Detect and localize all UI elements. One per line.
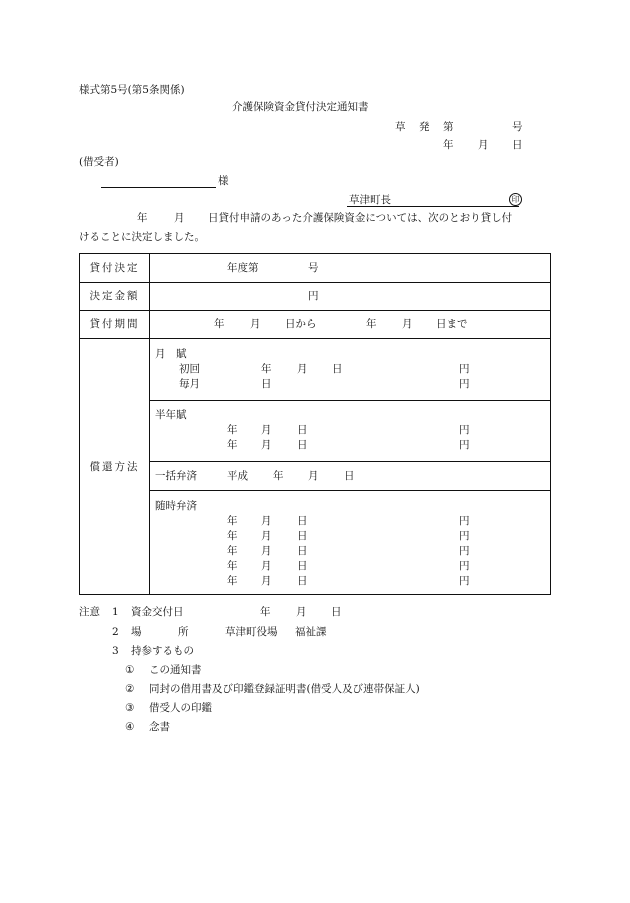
issue-kusa: 草: [395, 121, 406, 133]
anytime-yen: 円: [459, 515, 470, 527]
semiannual-day: 日: [297, 424, 308, 436]
note1-month: 月: [296, 606, 307, 618]
anytime-month: 月: [261, 530, 272, 542]
period-year-1: 年: [214, 318, 225, 330]
anytime-year: 年: [227, 515, 238, 527]
anytime-title: 随時弁済: [155, 500, 197, 512]
monthly-first-day: 日: [332, 363, 343, 375]
monthly-every-yen: 円: [459, 378, 470, 390]
monthly-title: 月 賦: [155, 348, 187, 360]
decision-go: 号: [308, 262, 319, 274]
seal-mark: 印: [509, 193, 522, 206]
period-month-2: 月: [402, 318, 413, 330]
semiannual-year: 年: [227, 439, 238, 451]
body-line2: けることに決定しました。: [79, 231, 205, 243]
bring-item-mark: ②: [125, 683, 135, 695]
row-divider: [80, 310, 550, 311]
semiannual-month: 月: [261, 439, 272, 451]
anytime-day: 日: [297, 545, 308, 557]
decision-nendo: 年度第: [227, 262, 259, 274]
semiannual-day: 日: [297, 439, 308, 451]
label-column-divider: [149, 254, 150, 594]
period-month-1: 月: [250, 318, 261, 330]
issue-month: 月: [478, 139, 489, 151]
lump-day: 日: [344, 470, 355, 482]
bring-item-mark: ③: [125, 702, 135, 714]
note1-year: 年: [260, 606, 271, 618]
anytime-yen: 円: [459, 560, 470, 572]
anytime-month: 月: [261, 575, 272, 587]
anytime-month: 月: [261, 545, 272, 557]
sub-row-divider: [149, 400, 550, 401]
row-divider: [80, 338, 550, 339]
semiannual-month: 月: [261, 424, 272, 436]
notes-label: 注意: [79, 606, 100, 618]
note3-num: 3: [112, 645, 119, 657]
sub-row-divider: [149, 461, 550, 462]
note2-place: 草津町役場: [225, 626, 278, 638]
bring-item-mark: ④: [125, 721, 135, 733]
row-divider: [80, 282, 550, 283]
semiannual-year: 年: [227, 424, 238, 436]
monthly-first-label: 初回: [179, 363, 200, 375]
note2-dept: 福祉課: [295, 626, 327, 638]
loan-table: [79, 253, 551, 595]
note2-num: 2: [112, 626, 119, 638]
sender-underline: [347, 206, 519, 207]
note1-day: 日: [331, 606, 342, 618]
anytime-day: 日: [297, 560, 308, 572]
anytime-day: 日: [297, 575, 308, 587]
label-period: 貸付期間: [89, 318, 140, 330]
period-year-2: 年: [366, 318, 377, 330]
semiannual-title: 半年賦: [155, 409, 187, 421]
anytime-year: 年: [227, 530, 238, 542]
form-number: 様式第5号(第5条関係): [79, 84, 185, 96]
semiannual-yen: 円: [459, 439, 470, 451]
monthly-first-yen: 円: [459, 363, 470, 375]
anytime-yen: 円: [459, 545, 470, 557]
sub-row-divider: [149, 490, 550, 491]
label-amount: 決定金額: [89, 290, 140, 302]
anytime-month: 月: [261, 560, 272, 572]
lump-year: 年: [273, 470, 284, 482]
monthly-first-month: 月: [297, 363, 308, 375]
body-month: 月: [174, 212, 185, 224]
anytime-year: 年: [227, 560, 238, 572]
anytime-yen: 円: [459, 530, 470, 542]
anytime-year: 年: [227, 545, 238, 557]
note3-text: 持参するもの: [131, 645, 194, 657]
lump-era: 平成: [227, 470, 248, 482]
monthly-first-year: 年: [261, 363, 272, 375]
body-line1: 日貸付申請のあった介護保険資金については、次のとおり貸し付: [208, 212, 513, 224]
sama-label: 様: [218, 175, 229, 187]
document-title: 介護保険資金貸付決定通知書: [232, 101, 369, 113]
issue-hatsu: 発: [419, 121, 430, 133]
monthly-every-day: 日: [261, 378, 272, 390]
anytime-day: 日: [297, 530, 308, 542]
lump-month: 月: [308, 470, 319, 482]
anytime-yen: 円: [459, 575, 470, 587]
lump-title: 一括弁済: [155, 470, 197, 482]
note1-num: 1: [112, 606, 119, 618]
sender-name: 草津町長: [349, 194, 391, 206]
body-year: 年: [137, 212, 148, 224]
issue-go: 号: [512, 121, 523, 133]
recipient-name-line: [101, 187, 216, 188]
label-decision: 貸付決定: [89, 262, 140, 274]
bring-item-text: 同封の借用書及び印鑑登録証明書(借受人及び連帯保証人): [149, 683, 420, 695]
anytime-day: 日: [297, 515, 308, 527]
monthly-every-label: 毎月: [179, 378, 200, 390]
period-from: 日から: [285, 318, 317, 330]
issue-year: 年: [443, 139, 454, 151]
recipient-label: (借受者): [79, 156, 119, 168]
note2-label-b: 所: [178, 626, 189, 638]
amount-yen: 円: [308, 290, 319, 302]
period-until: 日まで: [436, 318, 468, 330]
label-repayment: 償還方法: [89, 461, 140, 473]
note1-text: 資金交付日: [131, 606, 184, 618]
bring-item-text: この通知書: [149, 664, 202, 676]
bring-item-text: 借受人の印鑑: [149, 702, 212, 714]
note2-label-a: 場: [131, 626, 142, 638]
bring-item-text: 念書: [149, 721, 170, 733]
anytime-year: 年: [227, 575, 238, 587]
bring-item-mark: ①: [125, 664, 135, 676]
issue-dai: 第: [443, 121, 454, 133]
issue-day: 日: [512, 139, 523, 151]
anytime-month: 月: [261, 515, 272, 527]
semiannual-yen: 円: [459, 424, 470, 436]
